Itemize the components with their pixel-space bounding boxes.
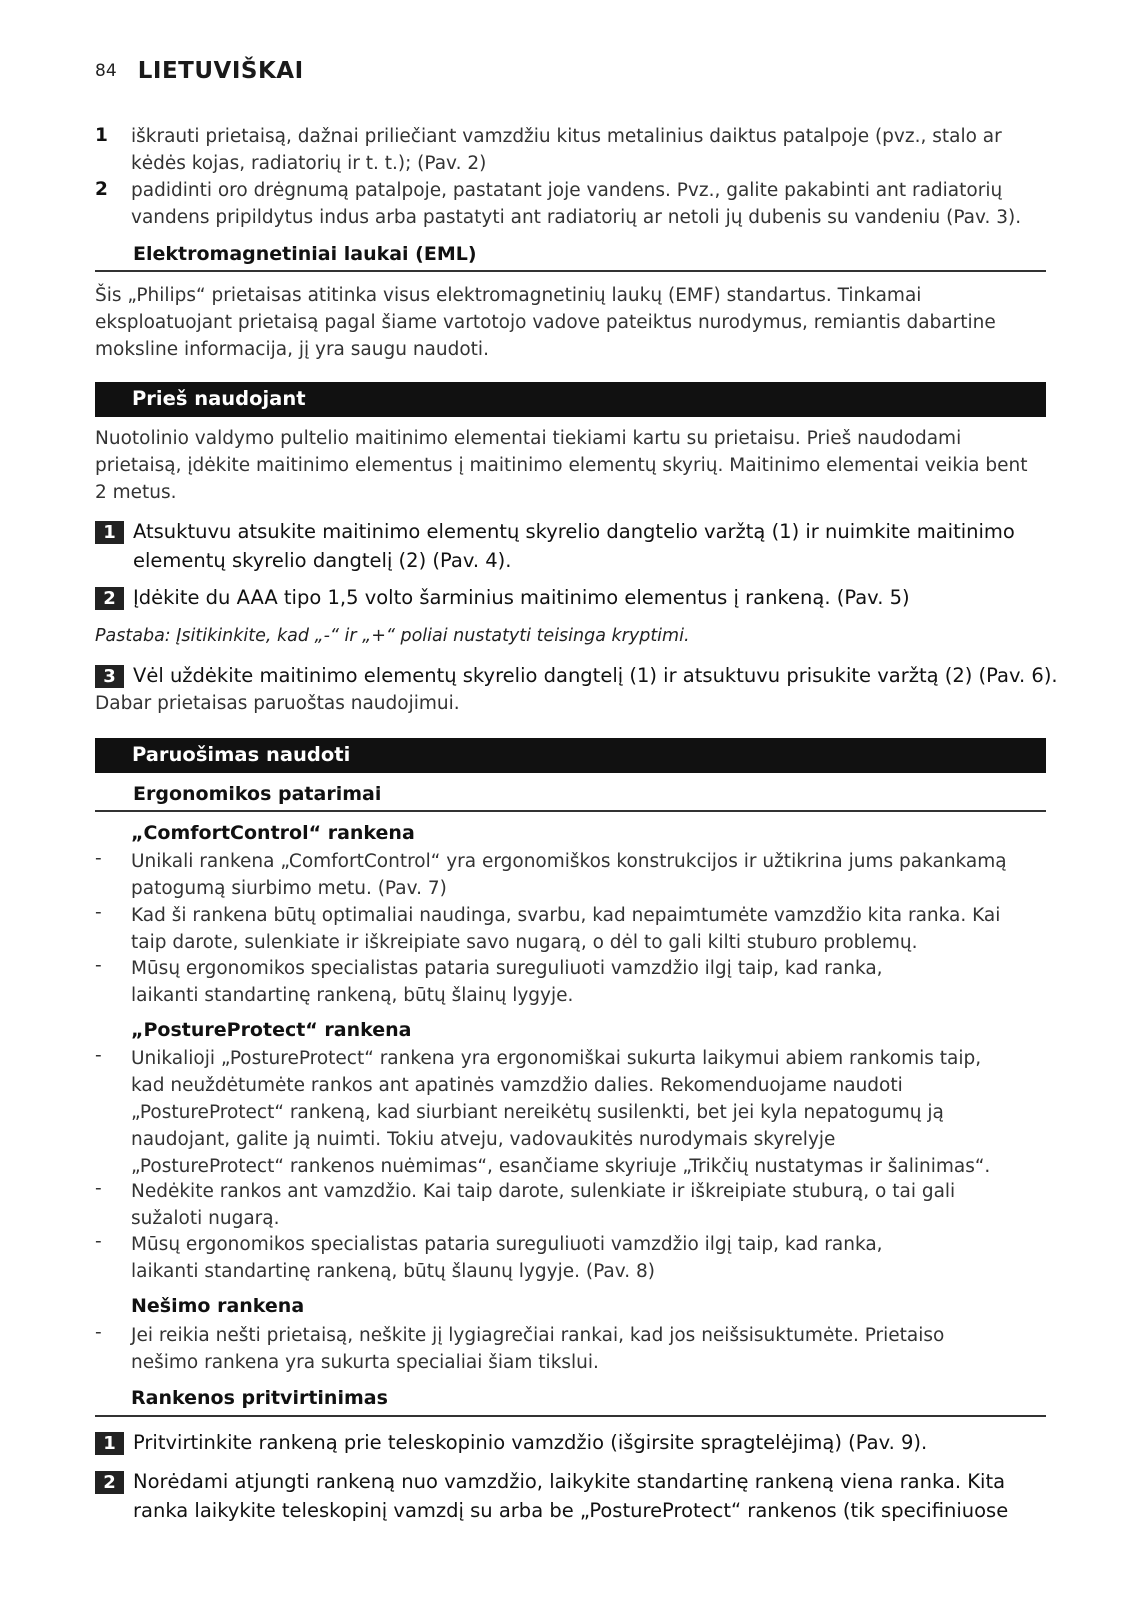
language-title: LIETUVIŠKAI xyxy=(137,58,304,84)
list-number: 2 xyxy=(95,179,108,200)
step-number: 2 xyxy=(95,587,124,610)
list-item: Unikalioji „PostureProtect“ rankena yra ergonomiškai sukurta laikymui abiem rankomis taip, kad neuždėtumėte rankos ant apatinės vamzdžio dalies. Rekomenduojame naudoti „PostureProtect“ rankeną, kad siurbiant nereikėtų susilenkti, bet jei kyla nepatogumų ją naudojant, galite ją nuimti. Tokiu atveju, vadovaukitės nurodymais skyrelyje „PostureProtect“ rankenos nuėmimas“, esančiame skyriuje „Trikčių nustatymas ir šalinimas“. xyxy=(131,1048,991,1177)
list-item: Nedėkite rankos ant vamzdžio. Kai taip darote, sulenkiate ir iškreipiate stuburą, o tai gali sužaloti nugarą. xyxy=(131,1181,956,1229)
bullet-dash: - xyxy=(95,902,102,923)
list-item: Mūsų ergonomikos specialistas pataria sureguliuoti vamzdžio ilgį taip, kad ranka, laikanti standartinę rankeną, būtų šlainų lygyje. xyxy=(131,958,883,1006)
heading-rule xyxy=(95,270,1046,272)
step-text: Pritvirtinkite rankeną prie teleskopinio vamzdžio (išgirsite spragtelėjimą) (Pav. 9). xyxy=(133,1431,928,1454)
pries-paragraph: Nuotolinio valdymo pultelio maitinimo elementai tiekiami kartu su prietaisu. Prieš naudodami prietaisą, įdėkite maitinimo elementus į maitinimo elementų skyrių. Maitinimo elementai veikia bent 2 metus. xyxy=(95,428,1028,503)
ergo-heading: Ergonomikos patarimai xyxy=(133,783,382,805)
bullet-dash: - xyxy=(95,1045,102,1066)
note: Pastaba: Įsitikinkite, kad „-“ ir „+“ poliai nustatyti teisinga kryptimi. xyxy=(95,626,690,646)
comfort-heading: „ComfortControl“ rankena xyxy=(131,822,415,844)
pritvirtinimas-heading: Rankenos pritvirtinimas xyxy=(131,1387,388,1409)
section-bar xyxy=(95,382,1046,417)
step-number: 2 xyxy=(95,1471,124,1494)
heading-rule xyxy=(95,810,1046,812)
step-number: 1 xyxy=(95,1432,124,1455)
page-header xyxy=(95,58,304,84)
page-number: 84 xyxy=(95,61,117,81)
bullet-dash: - xyxy=(95,1231,102,1252)
section-title: Prieš naudojant xyxy=(132,387,306,410)
list-item: Jei reikia nešti prietaisą, neškite jį lygiagrečiai rankai, kad jos neišsisuktumėte. Prietaiso nešimo rankena yra sukurta specialiai šiam tikslui. xyxy=(131,1325,945,1373)
nesimo-heading: Nešimo rankena xyxy=(131,1295,305,1317)
list-item: padidinti oro drėgnumą patalpoje, pastatant joje vandens. Pvz., galite pakabinti ant radiatorių vandens pripildytus indus arba pastatyti ant radiatorių ar netoli jų dubenis su vandeniu (Pav. 3). xyxy=(131,180,1022,228)
step-number: 3 xyxy=(95,665,124,688)
step-text: Įdėkite du AAA tipo 1,5 volto šarminius maitinimo elementus į rankeną. (Pav. 5) xyxy=(133,586,910,609)
list-item: iškrauti prietaisą, dažnai priliečiant vamzdžiu kitus metalinius daiktus patalpoje (pvz., stalo ar kėdės kojas, radiatorių ir t. t.); (Pav. 2) xyxy=(131,126,1002,174)
eml-heading: Elektromagnetiniai laukai (EML) xyxy=(133,243,477,265)
bullet-dash: - xyxy=(95,848,102,869)
list-item: Mūsų ergonomikos specialistas pataria sureguliuoti vamzdžio ilgį taip, kad ranka, laikanti standartinę rankeną, būtų šlaunų lygyje. (Pav. 8) xyxy=(131,1234,883,1282)
step-text: Norėdami atjungti rankeną nuo vamzdžio, laikykite standartinę rankeną viena ranka. Kita ranka laikykite teleskopinį vamzdį su arba be „PostureProtect“ rankenos (tik specifiniuose xyxy=(133,1470,1009,1522)
posture-heading: „PostureProtect“ rankena xyxy=(131,1019,412,1041)
bullet-dash: - xyxy=(95,955,102,976)
bullet-dash: - xyxy=(95,1178,102,1199)
heading-rule xyxy=(95,1415,1046,1417)
list-number: 1 xyxy=(95,125,108,146)
step-text: Vėl uždėkite maitinimo elementų skyrelio dangtelį (1) ir atsuktuvu prisukite varžtą (2) (Pav. 6). xyxy=(133,664,1058,687)
eml-paragraph: Šis „Philips“ prietaisas atitinka visus elektromagnetinių laukų (EMF) standartus. Tinkamai eksploatuojant prietaisą pagal šiame vartotojo vadove pateiktus nurodymus, remiantis dabartine moksline informacija, jį yra saugu naudoti. xyxy=(95,285,996,360)
ready-text: Dabar prietaisas paruoštas naudojimui. xyxy=(95,693,460,714)
list-item: Unikali rankena „ComfortControl“ yra ergonomiškos konstrukcijos ir užtikrina jums pakankamą patogumą siurbimo metu. (Pav. 7) xyxy=(131,851,1007,899)
bullet-dash: - xyxy=(95,1322,102,1343)
step-number: 1 xyxy=(95,521,124,544)
section-bar xyxy=(95,738,1046,773)
step-text: Atsuktuvu atsukite maitinimo elementų skyrelio dangtelio varžtą (1) ir nuimkite maitinimo elementų skyrelio dangtelį (2) (Pav. 4). xyxy=(133,520,1015,572)
section-title: Paruošimas naudoti xyxy=(132,743,351,766)
list-item: Kad ši rankena būtų optimaliai naudinga, svarbu, kad nepaimtumėte vamzdžio kita ranka. Kai taip darote, sulenkiate ir iškreipiate savo nugarą, o dėl to gali kilti stuburo problemų. xyxy=(131,905,1001,953)
